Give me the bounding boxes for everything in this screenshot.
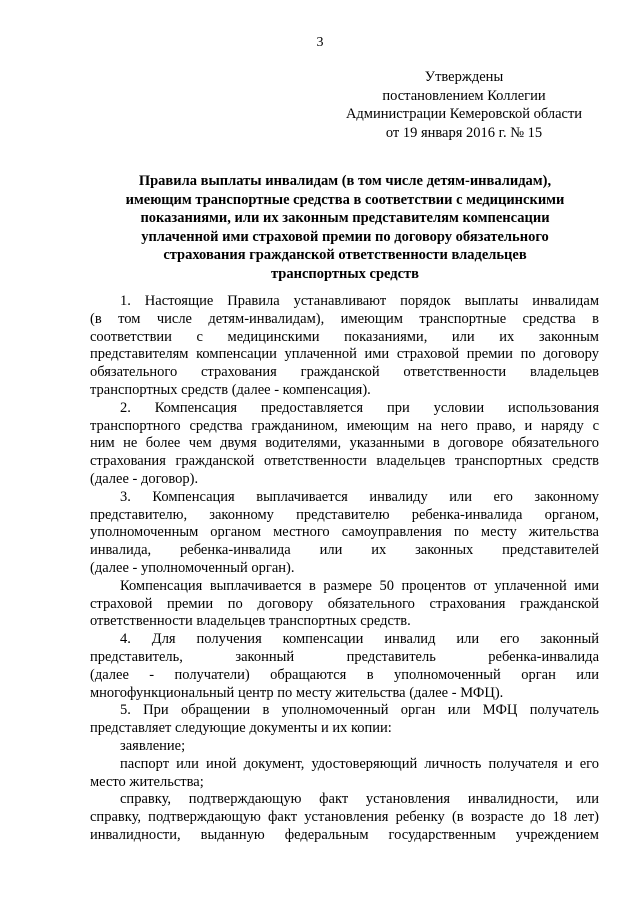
body-line: паспорт или иной документ, удостоверяющий личность получателя и его [120,755,599,772]
body-line: представитель, законный представитель ребенка-инвалида [90,648,599,665]
approval-line: Утверждены [424,69,504,85]
body-line: заявление; [120,737,186,754]
body-line: 3. Компенсация выплачивается инвалиду или его законному [120,488,599,505]
body-line: 2. Компенсация предоставляется при условии использования [120,399,599,416]
body-line: представляет следующие документы и их копии: [90,720,392,737]
body-line: справку, подтверждающую факт установления инвалидности, или [120,791,599,808]
body-line: представителям компенсации уплаченной ими страховой премии по договору [90,346,599,363]
body-line: 4. Для получения компенсации инвалид или его законный [120,631,599,648]
approval-block [338,68,590,142]
title-line: страхования гражданской ответственности владельцев [163,247,527,263]
body-line: (далее - договор). [90,470,199,487]
document-title [90,172,600,283]
body-line: инвалидности, выданную федеральным государственным учреждением [90,826,599,843]
body-line: ответственности владельцев транспортных средств. [90,613,411,630]
document-body [90,293,599,845]
body-line: (далее - получатели) обращаются в уполномоченный орган или [90,666,599,683]
title-line: транспортных средств [270,265,420,282]
body-line: 1. Настоящие Правила устанавливают порядок выплаты инвалидам [120,293,599,309]
title-line: уплаченной ими страховой премии по договору обязательного [141,228,549,245]
body-line: страховой премии по договору обязательного страхования гражданской [90,595,599,612]
body-line: страхования гражданской ответственности владельцев транспортных средств [90,453,599,470]
body-line: транспортных средств (далее - компенсация). [90,381,371,398]
body-line: обязательного страхования гражданской ответственности владельцев [90,364,599,381]
title-line: имеющим транспортные средства в соответствии с медицинскими [125,191,565,208]
body-line: справку, подтверждающую факт установления ребенку (в возрасте до 18 лет) [90,809,599,826]
page-number: 3 [316,35,324,50]
body-line: соответствии с медицинскими показаниями, или их законным [90,328,599,345]
body-line: уполномоченным органом местного самоуправления по месту жительства [90,524,599,541]
body-line: инвалида, ребенка-инвалида или их законных представителей [90,542,599,559]
body-line: транспортного средства гражданином, имеющим на него право, и наряду с [90,417,599,434]
approval-line: от 19 января 2016 г. № 15 [385,124,543,141]
approval-line: постановлением Коллегии [382,87,546,104]
body-line: (далее - уполномоченный орган). [90,559,295,576]
approval-line: Администрации Кемеровской области [345,106,583,122]
body-line: ним не более чем двумя водителями, указанными в договоре обязательного [90,435,599,452]
body-line: 5. При обращении в уполномоченный орган или МФЦ получатель [120,702,599,719]
body-line: многофункциональный центр по месту жительства (далее - МФЦ). [90,684,504,701]
title-line: Правила выплаты инвалидам (в том числе детям-инвалидам), [138,173,552,189]
body-line: Компенсация выплачивается в размере 50 процентов от уплаченной ими [120,577,599,594]
title-line: показаниями, или их законным представителям компенсации [140,210,550,226]
body-line: представителю, законному представителю ребенка-инвалида органом, [90,506,599,523]
body-line: (в том числе детям-инвалидам), имеющим транспортные средства в [90,310,599,327]
body-line: место жительства; [90,773,204,790]
